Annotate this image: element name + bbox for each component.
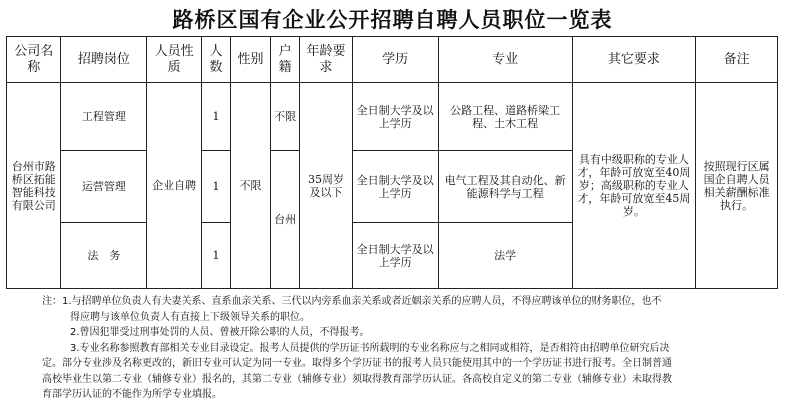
header-company: 公司名称 [7,37,61,83]
post-cell: 运营管理 [61,151,147,223]
age-cell: 35周岁及以下 [300,83,352,289]
education-cell: 全日制大学及以上学历 [352,223,438,289]
remarks-cell: 按照现行区属国企自聘人员相关薪酬标准执行。 [696,83,778,289]
nature-cell: 企业自聘 [147,83,201,289]
page-title: 路桥区国有企业公开招聘自聘人员职位一览表 [172,8,613,32]
header-major: 专业 [438,37,572,83]
household-cell: 台州 [270,151,299,289]
education-cell: 全日制大学及以上学历 [352,151,438,223]
positions-table [6,36,778,289]
note-3-cont: 育部学历认证的不能作为所学专业填报。 [42,389,222,400]
count-cell: 1 [201,83,230,151]
header-age: 年龄要求 [300,37,352,83]
header-household: 户籍 [270,37,299,83]
major-cell: 公路工程、道路桥梁工程、土木工程 [438,83,572,151]
note-1: 注：1.与招聘单位负责人有夫妻关系、直系血亲关系、三代以内旁系血亲关系或者近姻亲关系的应聘人员，不得应聘该单位的财务职位，也不 [42,296,662,307]
post-cell: 法 务 [61,223,147,289]
post-cell: 工程管理 [61,83,147,151]
education-cell: 全日制大学及以上学历 [352,83,438,151]
count-cell: 1 [201,223,230,289]
note-3-cont: 定。部分专业涉及名称更改的，新旧专业可认定为同一专业。取得多个学历证书的报考人员只能使用其中的一个学历证书进行报考。全日制普通 [42,358,672,369]
header-post: 招聘岗位 [61,37,147,83]
header-other: 其它要求 [572,37,696,83]
table-row [7,83,778,151]
header-gender: 性别 [231,37,271,83]
major-cell: 法学 [438,223,572,289]
header-nature: 人员性质 [147,37,201,83]
header-row [7,37,778,83]
company-cell: 台州市路桥区拓能智能科技有限公司 [7,83,61,289]
note-3: 3.专业名称参照教育部相关专业目录设定。报考人员提供的学历证书所载明的专业名称应与之相同或相符，是否相符由招聘单位研究后决 [70,342,670,354]
note-2: 2.曾因犯罪受过刑事处罚的人员、曾被开除公职的人员，不得报考。 [70,327,370,338]
notes [42,294,780,403]
other-requirements-cell: 具有中级职称的专业人才，年龄可放宽至40周岁；高级职称的专业人才，年龄可放宽至45周岁。 [572,83,696,289]
header-remarks: 备注 [696,37,778,83]
note-1-cont: 得应聘与该单位负责人有直接上下级领导关系的职位。 [70,311,310,323]
header-count: 人数 [201,37,230,83]
header-education: 学历 [352,37,438,83]
major-cell: 电气工程及其自动化、新能源科学与工程 [438,151,572,223]
gender-cell: 不限 [231,83,271,289]
count-cell: 1 [201,151,230,223]
household-cell: 不限 [270,83,299,151]
note-3-cont: 高校毕业生以第二专业（辅修专业）报名的，其第二专业（辅修专业）须取得教育部学历认证。各高校自定义的第二专业（辅修专业）未取得教 [42,373,672,385]
